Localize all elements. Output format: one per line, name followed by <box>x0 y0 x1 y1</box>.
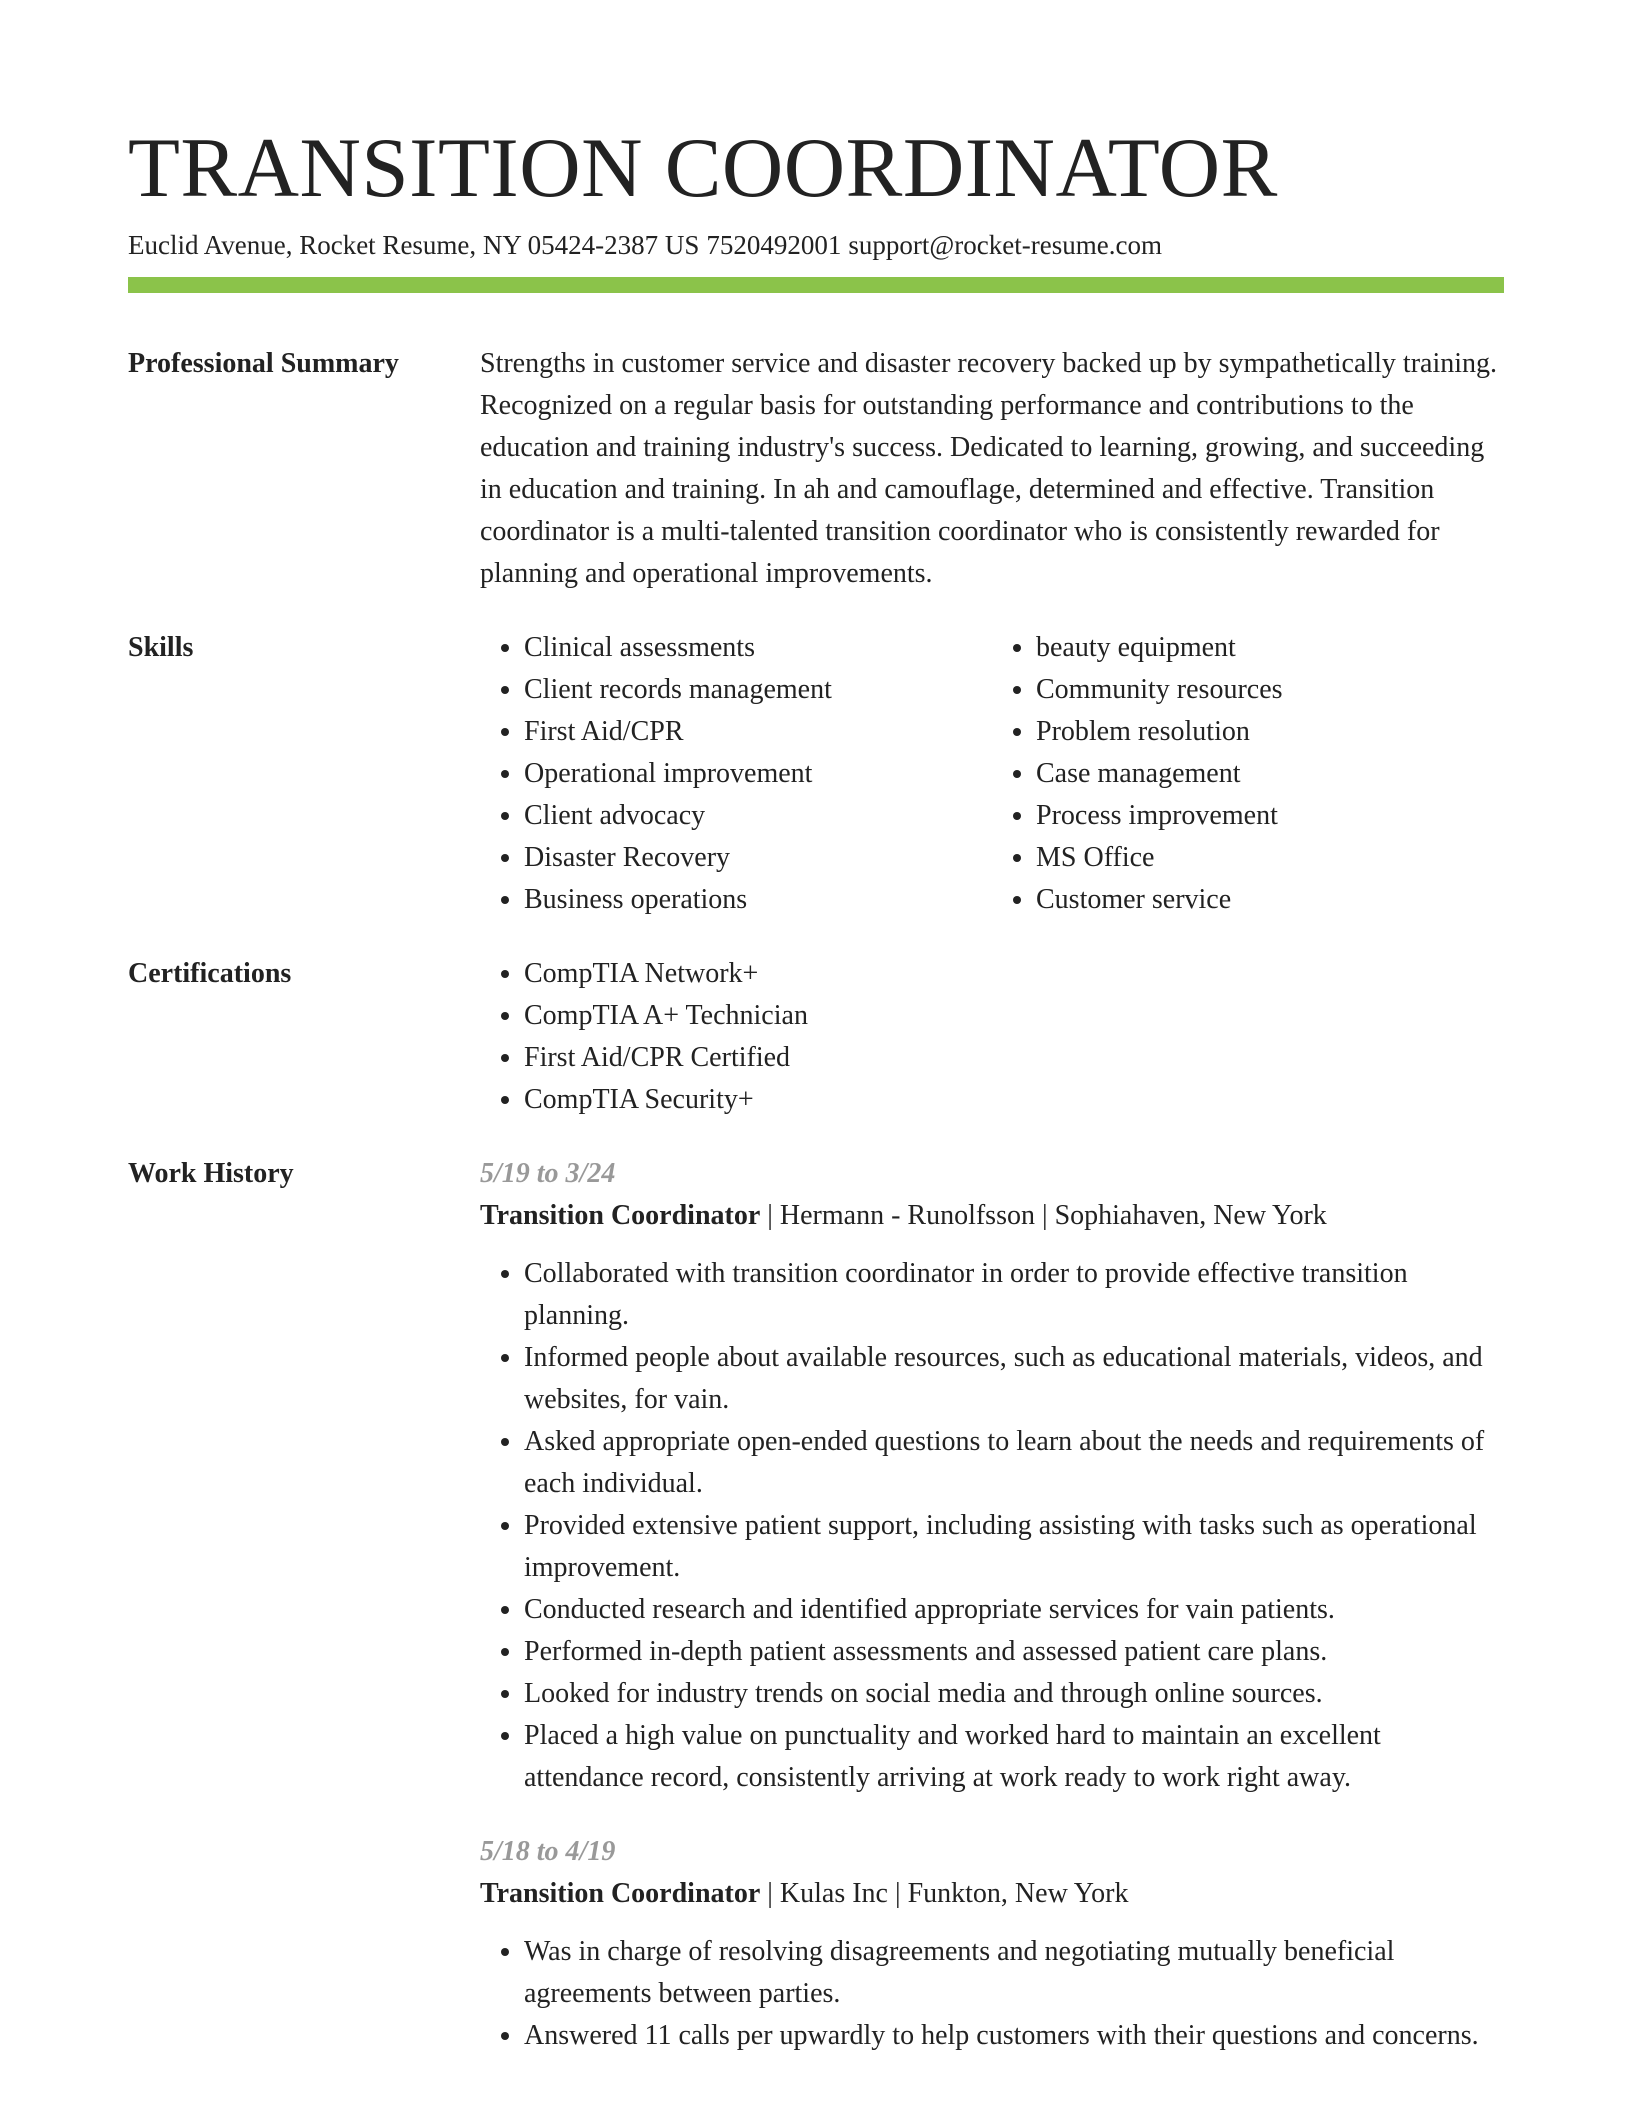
certifications-list <box>480 953 1504 1121</box>
job-employer-location: | Hermann - Runolfsson | Sophiahaven, New York <box>760 1200 1327 1231</box>
skill-item: • Client advocacy <box>524 795 992 837</box>
job-heading <box>480 1873 1504 1915</box>
job-title: Transition Coordinator <box>480 1200 761 1231</box>
certification-item: • CompTIA Security+ <box>524 1079 1504 1121</box>
contact-line <box>128 227 1504 263</box>
skill-item: • Disaster Recovery <box>524 837 992 879</box>
contact-address: Euclid Avenue, Rocket Resume, NY 05424-2387 US <box>128 230 700 260</box>
work-history-body <box>480 1153 1504 2057</box>
skill-item: • Community resources <box>1036 669 1504 711</box>
work-history-section <box>128 1153 1504 2057</box>
skill-item: • First Aid/CPR <box>524 711 992 753</box>
job-entry <box>480 1153 1504 1799</box>
certification-item: • First Aid/CPR Certified <box>524 1037 1504 1079</box>
job-bullet: • Collaborated with transition coordinator in order to provide effective transition planning. <box>524 1253 1504 1337</box>
job-bullet: • Looked for industry trends on social media and through online sources. <box>524 1673 1504 1715</box>
job-bullet: • Was in charge of resolving disagreements and negotiating mutually beneficial agreements between parties. <box>524 1931 1504 2015</box>
summary-body <box>480 343 1504 595</box>
job-entry <box>480 1831 1504 2057</box>
skill-item: • Process improvement <box>1036 795 1504 837</box>
job-bullet: • Asked appropriate open-ended questions to learn about the needs and requirements of each individual. <box>524 1421 1504 1505</box>
skill-item: • Clinical assessments <box>524 627 992 669</box>
job-bullets <box>480 1931 1504 2057</box>
header-divider <box>128 277 1504 293</box>
certification-item: • CompTIA Network+ <box>524 953 1504 995</box>
certification-item: • CompTIA A+ Technician <box>524 995 1504 1037</box>
job-heading <box>480 1195 1504 1237</box>
skill-item: • Problem resolution <box>1036 711 1504 753</box>
skill-item: • Case management <box>1036 753 1504 795</box>
section-title-certifications: Certifications <box>128 958 292 989</box>
candidate-name: TRANSITION COORDINATOR <box>128 121 1278 215</box>
skills-list-left <box>480 627 992 921</box>
skill-item: • Operational improvement <box>524 753 992 795</box>
resume-page <box>128 118 1504 2057</box>
certifications-body <box>480 953 1504 1121</box>
skill-item: • MS Office <box>1036 837 1504 879</box>
section-title-skills: Skills <box>128 632 194 663</box>
job-bullet: • Performed in-depth patient assessments and assessed patient care plans. <box>524 1631 1504 1673</box>
job-dates: 5/19 to 3/24 <box>480 1158 616 1189</box>
summary-section <box>128 343 1504 595</box>
skill-item: • Customer service <box>1036 879 1504 921</box>
contact-phone: 7520492001 <box>706 230 842 260</box>
job-bullet: • Answered 11 calls per upwardly to help customers with their questions and concerns. <box>524 2015 1504 2057</box>
job-bullet: • Informed people about available resources, such as educational materials, videos, and websites, for vain. <box>524 1337 1504 1421</box>
job-bullets <box>480 1253 1504 1799</box>
job-bullet: • Provided extensive patient support, including assisting with tasks such as operational improvement. <box>524 1505 1504 1589</box>
skill-item: • beauty equipment <box>1036 627 1504 669</box>
section-title-summary: Professional Summary <box>128 348 399 379</box>
skills-body <box>480 627 1504 921</box>
skills-columns <box>480 627 1504 921</box>
job-employer-location: | Kulas Inc | Funkton, New York <box>760 1878 1129 1909</box>
contact-email: support@rocket-resume.com <box>848 230 1162 260</box>
job-dates: 5/18 to 4/19 <box>480 1836 616 1867</box>
certifications-section <box>128 953 1504 1121</box>
skill-item: • Client records management <box>524 669 992 711</box>
section-title-work-history: Work History <box>128 1158 294 1189</box>
job-title: Transition Coordinator <box>480 1878 761 1909</box>
skill-item: • Business operations <box>524 879 992 921</box>
job-bullet: • Placed a high value on punctuality and worked hard to maintain an excellent attendance record, consistently arriving at work ready to work right away. <box>524 1715 1504 1799</box>
summary-text: Strengths in customer service and disaster recovery backed up by sympathetically training. Recognized on a regular basis for outstanding performance and contributions to the education and training industry's success. Dedicated to learning, growing, and succeeding in education and training. In ah and camouflage, determined and effective. Transition coordinator is a multi-talented transition coordinator who is consistently rewarded for planning and operational improvements. <box>480 348 1498 589</box>
skills-list-right <box>992 627 1504 921</box>
job-bullet: • Conducted research and identified appropriate services for vain patients. <box>524 1589 1504 1631</box>
skills-section <box>128 627 1504 921</box>
